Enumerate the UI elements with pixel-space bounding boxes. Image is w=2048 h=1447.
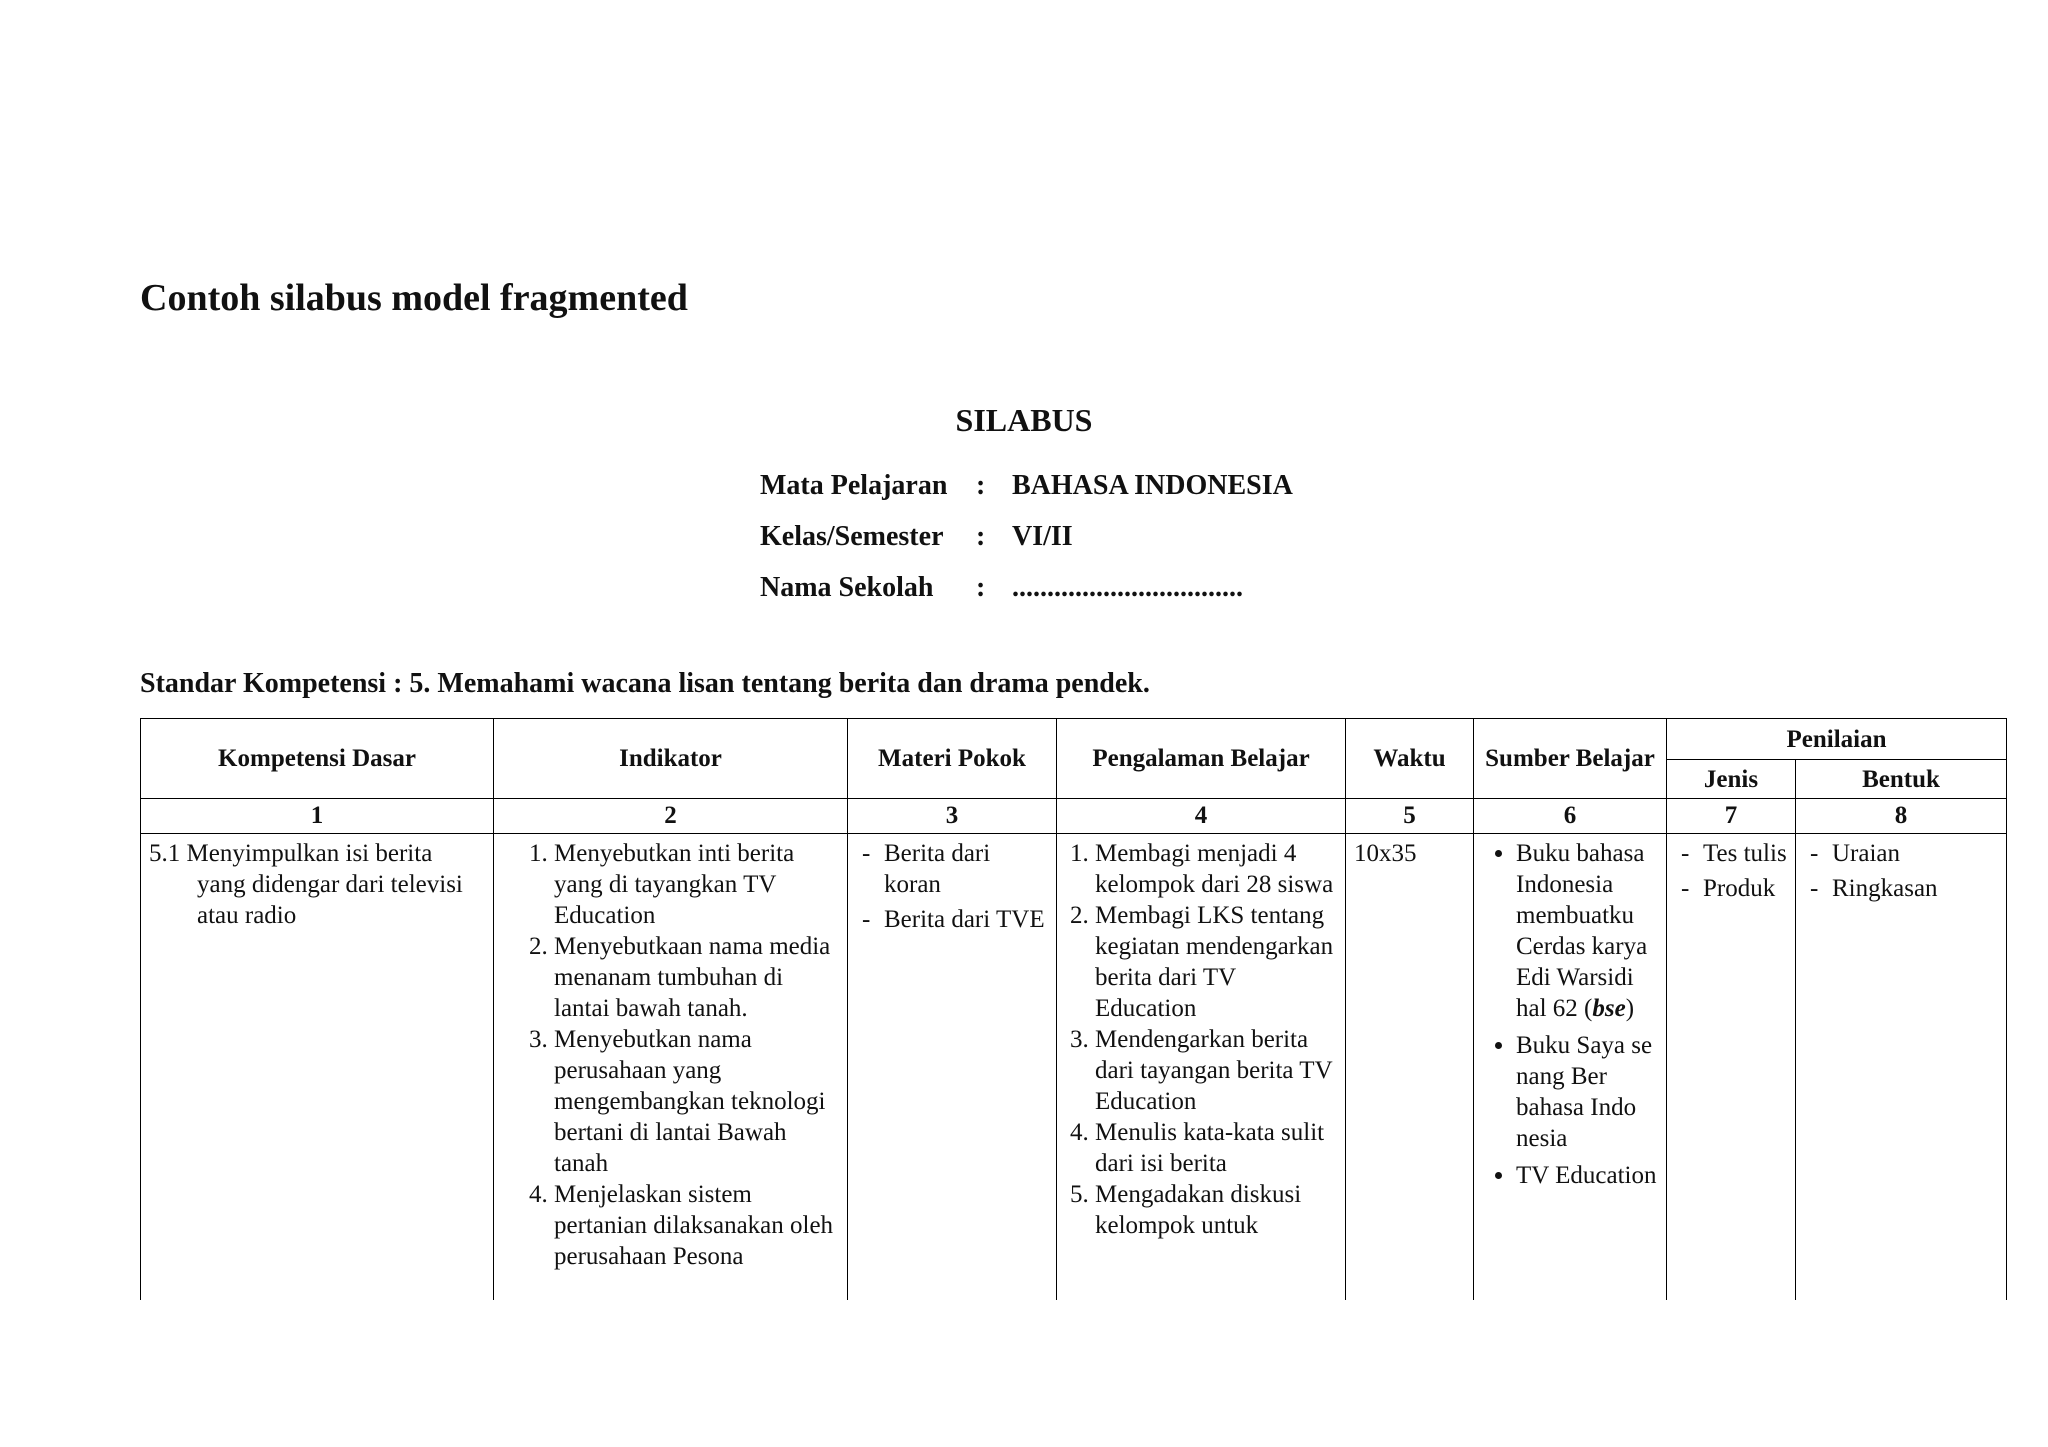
list-item: 4. Menjelaskan sistem pertanian dilaksanakan oleh perusahaan Pesona (554, 1179, 839, 1272)
cell-indikator (494, 834, 848, 1301)
meta-row-kelas-semester (760, 511, 1293, 562)
silabus-meta (760, 460, 1293, 613)
standar-kompetensi: Standar Kompetensi : 5. Memahami wacana lisan tentang berita dan drama pendek. (140, 668, 1150, 699)
column-number: 8 (1796, 799, 2007, 834)
list-item: - Berita dari TVE (856, 904, 1048, 935)
list-item: 3. Menyebutkan nama perusahaan yang mengembangkan teknologi bertani di lantai Bawah tanah (554, 1024, 839, 1179)
header-materi-pokok: Materi Pokok (848, 719, 1057, 799)
meta-value: BAHASA INDONESIA (1012, 469, 1293, 501)
list-item (1516, 838, 1658, 1024)
list-item: 4. Menulis kata-kata sulit dari isi berita (1095, 1117, 1337, 1179)
meta-row-mata-pelajaran (760, 460, 1293, 511)
header-indikator: Indikator (494, 719, 848, 799)
list-item: - Berita dari koran (856, 838, 1048, 900)
cell-bentuk (1796, 834, 2007, 1301)
meta-value: ................................. (1012, 571, 1243, 603)
kompetensi-dasar-text: 5.1 Menyimpulkan isi berita yang didengar dari televisi atau radio (149, 840, 463, 929)
list-item: - Tes tulis (1675, 838, 1787, 869)
meta-label: Kelas/Semester (760, 520, 944, 552)
column-number: 7 (1667, 799, 1796, 834)
column-number: 4 (1057, 799, 1346, 834)
jenis-list (1675, 838, 1787, 904)
header-jenis: Jenis (1667, 760, 1796, 799)
column-number: 1 (141, 799, 494, 834)
materi-pokok-list (856, 838, 1048, 935)
list-item: - Produk (1675, 873, 1787, 904)
column-number: 2 (494, 799, 848, 834)
meta-row-nama-sekolah (760, 562, 1293, 613)
cell-sumber-belajar (1474, 834, 1667, 1301)
list-item: 3. Mendengarkan berita dari tayangan berita TV Education (1095, 1024, 1337, 1117)
header-row (141, 719, 2007, 760)
column-number-row (141, 799, 2007, 834)
header-bentuk: Bentuk (1796, 760, 2007, 799)
cell-jenis (1667, 834, 1796, 1301)
column-number: 3 (848, 799, 1057, 834)
list-item: 1. Menyebutkan inti berita yang di tayangkan TV Education (554, 838, 839, 931)
cell-waktu: 10x35 (1346, 834, 1474, 1301)
list-item: 2. Menyebutkaan nama media menanam tumbuhan di lantai bawah tanah. (554, 931, 839, 1024)
meta-label: Nama Sekolah (760, 571, 934, 603)
cell-kompetensi-dasar (141, 834, 494, 1301)
list-item: 1. Membagi menjadi 4 kelompok dari 28 siswa (1095, 838, 1337, 900)
list-item: • TV Education (1516, 1160, 1658, 1191)
meta-colon: : (976, 469, 986, 501)
sumber-text-close: ) (1625, 995, 1635, 1022)
meta-value: VI/II (1012, 520, 1073, 552)
sumber-emphasis: bse (1592, 995, 1626, 1022)
sumber-belajar-list (1482, 838, 1658, 1191)
list-item: • Buku Saya se nang Ber bahasa Indo nesia (1516, 1030, 1658, 1154)
silabus-table (140, 718, 2007, 1300)
bentuk-list (1804, 838, 1998, 904)
pengalaman-belajar-list (1065, 838, 1337, 1241)
cell-materi-pokok (848, 834, 1057, 1301)
header-pengalaman-belajar: Pengalaman Belajar (1057, 719, 1346, 799)
header-penilaian: Penilaian (1667, 719, 2007, 760)
table-row (141, 834, 2007, 1301)
meta-label: Mata Pelajaran (760, 469, 948, 501)
list-item: - Ringkasan (1804, 873, 1998, 904)
list-item: 5. Mengadakan diskusi kelompok untuk (1095, 1179, 1337, 1241)
header-waktu: Waktu (1346, 719, 1474, 799)
header-kompetensi-dasar: Kompetensi Dasar (141, 719, 494, 799)
column-number: 6 (1474, 799, 1667, 834)
list-item: - Uraian (1804, 838, 1998, 869)
meta-colon: : (976, 520, 986, 552)
header-sumber-belajar: Sumber Belajar (1474, 719, 1667, 799)
list-item: 2. Membagi LKS tentang kegiatan mendengarkan berita dari TV Education (1095, 900, 1337, 1024)
column-number: 5 (1346, 799, 1474, 834)
meta-colon: : (976, 571, 986, 603)
document-title: Contoh silabus model fragmented (140, 277, 688, 319)
sumber-text: Buku bahasa Indonesia membuatku Cerdas karya Edi Warsidi hal 62 ( (1516, 840, 1648, 1022)
cell-pengalaman-belajar (1057, 834, 1346, 1301)
indikator-list (502, 838, 839, 1272)
silabus-heading: SILABUS (955, 402, 1093, 438)
